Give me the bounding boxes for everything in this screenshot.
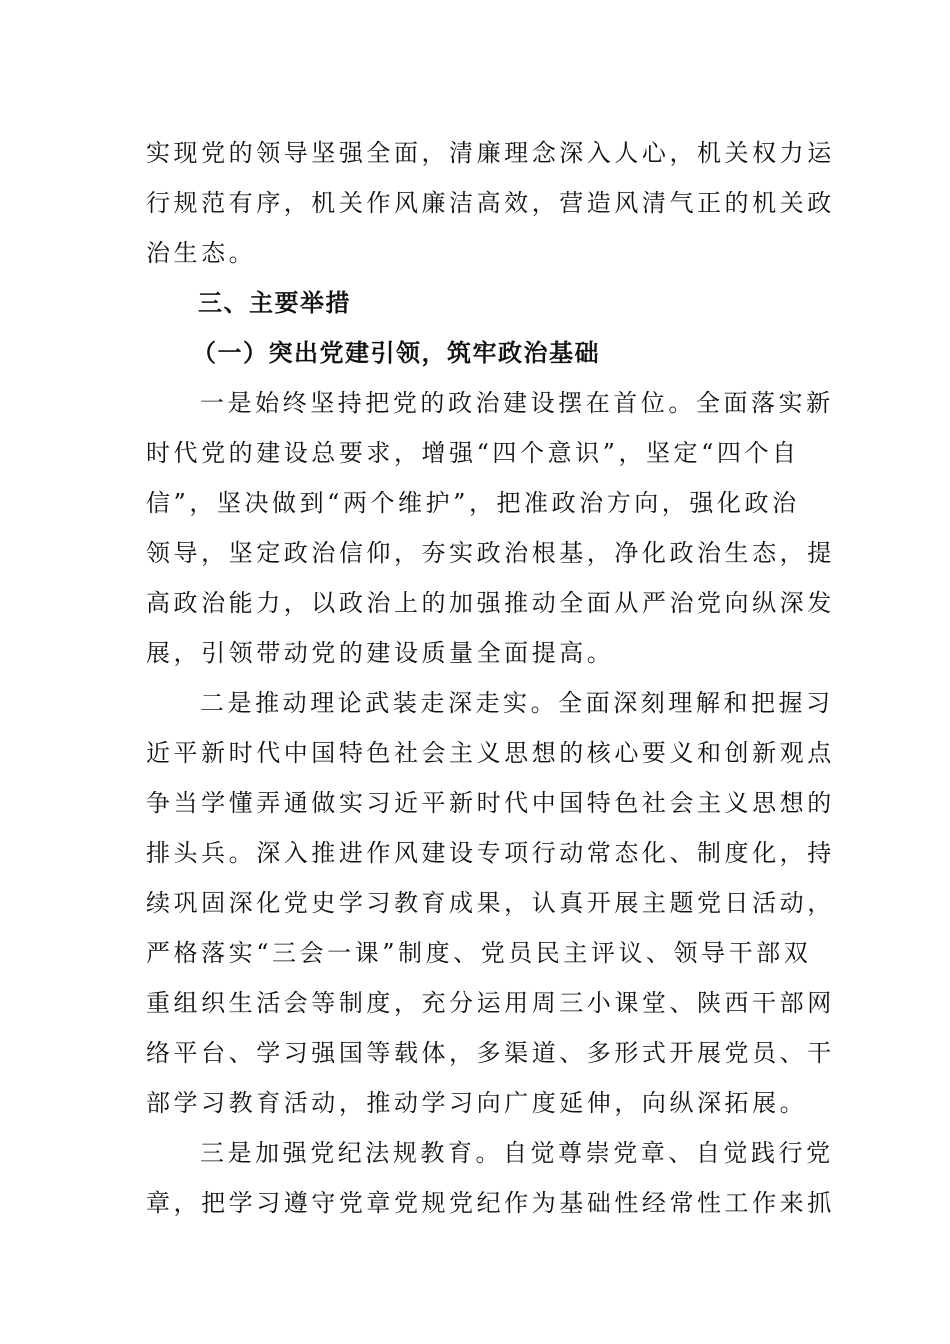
section-heading: 三、主要举措 [198, 289, 351, 317]
paragraph-line: 一是始终坚持把党的政治建设摆在首位。全面落实新 [200, 389, 834, 417]
subsection-heading: （一）突出党建引领，筑牢政治基础 [192, 339, 600, 367]
paragraph-line: 近平新时代中国特色社会主义思想的核心要义和创新观点 [146, 739, 835, 767]
paragraph-line: 治生态。 [146, 239, 257, 267]
paragraph-line: 展，引领带动党的建设质量全面提高。 [146, 639, 615, 667]
paragraph-line: 章，把学习遵守党章党规党纪作为基础性经常性工作来抓 [146, 1189, 835, 1217]
paragraph-line: 实现党的领导坚强全面，清廉理念深入人心，机关权力运 [146, 139, 835, 167]
paragraph-line: 续巩固深化党史学习教育成果，认真开展主题党日活动， [146, 889, 835, 917]
paragraph-line: 行规范有序，机关作风廉洁高效，营造风清气正的机关政 [146, 189, 835, 217]
paragraph-line: 排头兵。深入推进作风建设专项行动常态化、制度化，持 [146, 839, 835, 867]
paragraph-line: 信”，坚决做到“两个维护”，把准政治方向，强化政治 [146, 489, 800, 517]
paragraph-line: 争当学懂弄通做实习近平新时代中国特色社会主义思想的 [146, 789, 835, 817]
paragraph-line: 高政治能力，以政治上的加强推动全面从严治党向纵深发 [146, 589, 835, 617]
paragraph-line: 络平台、学习强国等载体，多渠道、多形式开展党员、干 [146, 1039, 835, 1067]
paragraph-line: 部学习教育活动，推动学习向广度延伸，向纵深拓展。 [146, 1089, 808, 1117]
document-page [146, 128, 835, 1228]
paragraph-line: 重组织生活会等制度，充分运用周三小课堂、陕西干部网 [146, 989, 835, 1017]
paragraph-line: 二是推动理论武装走深走实。全面深刻理解和把握习 [200, 689, 834, 717]
paragraph-line: 领导，坚定政治信仰，夯实政治根基，净化政治生态，提 [146, 539, 835, 567]
paragraph-line: 时代党的建设总要求，增强“四个意识”，坚定“四个自 [146, 439, 800, 467]
paragraph-line: 三是加强党纪法规教育。自觉尊崇党章、自觉践行党 [200, 1139, 834, 1167]
paragraph-line: 严格落实“三会一课”制度、党员民主评议、领导干部双 [146, 939, 812, 967]
